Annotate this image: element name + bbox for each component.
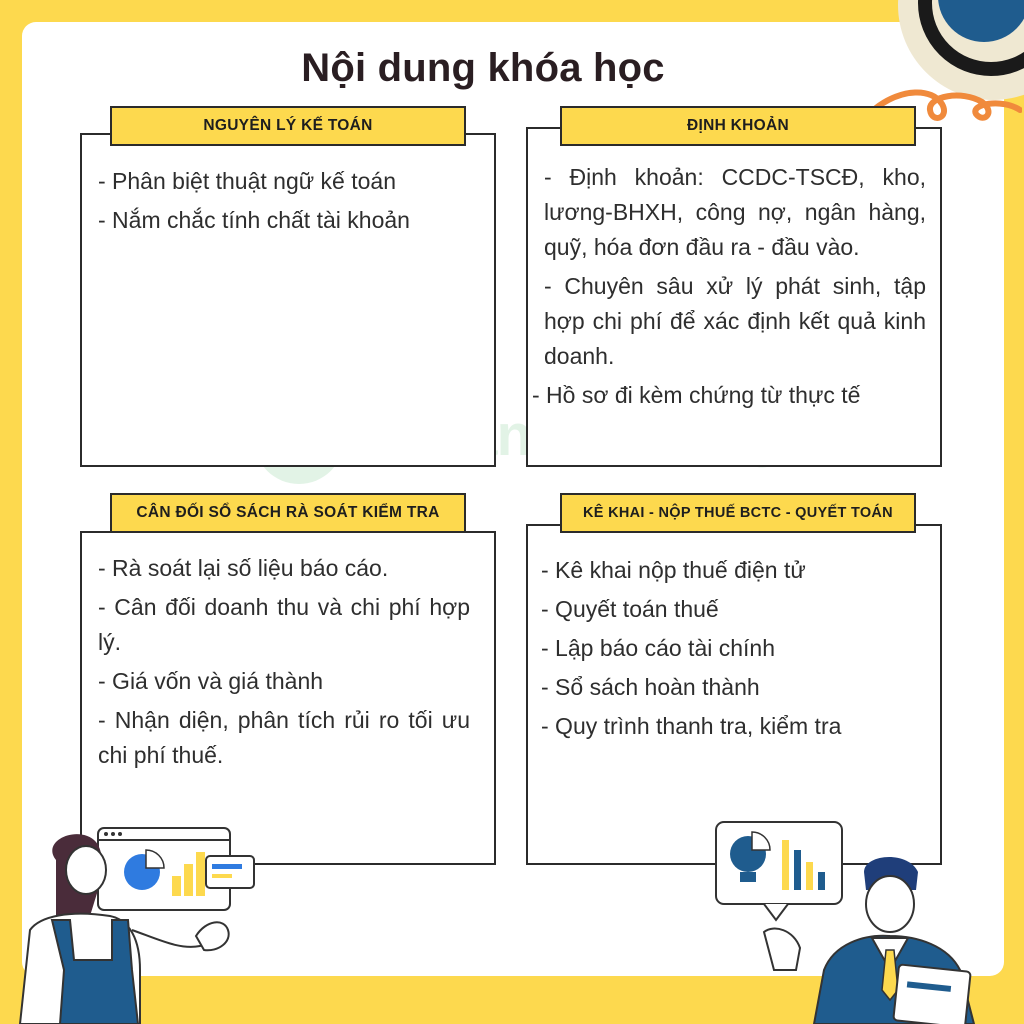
list-item: - Cân đối doanh thu và chi phí hợp lý. [98,594,470,655]
list-item: - Phân biệt thuật ngữ kế toán [98,168,396,194]
list-item: - Hồ sơ đi kèm chứng từ thực tế [532,382,861,408]
page-title: Nội dung khóa học [301,46,665,90]
card-body [98,164,484,242]
list-item: - Quyết toán thuế [541,596,719,622]
card-body [541,553,933,748]
list-item: - Nắm chắc tính chất tài khoản [98,207,410,233]
card-heading: NGUYÊN LÝ KẾ TOÁN [110,106,466,146]
list-item: - Quy trình thanh tra, kiểm tra [541,713,842,739]
list-item: - Rà soát lại số liệu báo cáo. [98,555,389,581]
list-item: - Định khoản: CCDC-TSCĐ, kho, lương-BHXH, công nợ, ngân hàng, quỹ, hóa đơn đầu ra - đầu vào. [544,164,926,260]
list-item: - Chuyên sâu xử lý phát sinh, tập hợp chi phí để xác định kết quả kinh doanh. [544,273,926,369]
card-body [532,160,926,417]
card-heading: KÊ KHAI - NỘP THUẾ BCTC - QUYẾT TOÁN [560,493,916,533]
card-heading: ĐỊNH KHOẢN [560,106,916,146]
list-item: - Nhận diện, phân tích rủi ro tối ưu chi phí thuế. [98,707,470,768]
list-item: - Lập báo cáo tài chính [541,635,775,661]
card-heading: CÂN ĐỐI SỔ SÁCH RÀ SOÁT KIỂM TRA [110,493,466,533]
list-item: - Kê khai nộp thuế điện tử [541,557,806,583]
list-item: - Sổ sách hoàn thành [541,674,760,700]
card-body [98,551,470,777]
man-with-charts-illustration-icon [704,820,1004,1024]
list-item: - Giá vốn và giá thành [98,668,324,694]
woman-presenter-illustration-icon [0,820,270,1024]
